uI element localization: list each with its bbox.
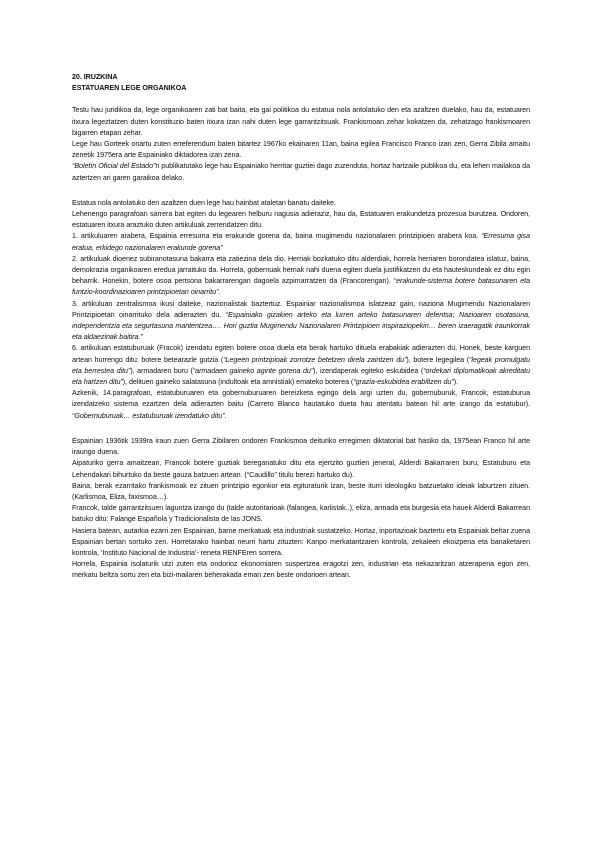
paragraph-text: Aipaturiko gerra amaitzean, Francok botere guztiak bereganatuko ditu eta ejertzito guztien jeneral, Alderdi Bakarraren buru, Estatuburu eta Lehendakari bihurtuko da beste gauza batzuen artean. (“Caudillo” titulu berezi hartuko du). — [72, 459, 530, 479]
paragraph-text: 6. artikuluan estatuburuak (Fracok) izendatu egiten botere osoa duela eta berak hartuko dituela erabakiak adierazten du. Honek, beste karguen artean hurrengo ditu: botere betearazle gutzia ( — [72, 344, 530, 364]
paragraph — [72, 559, 530, 581]
paragraph — [72, 231, 530, 253]
quoted-text: “Legeen printzipioak zorrotze betetzen direla zaintzen du” — [223, 355, 407, 364]
paragraph-text: Estatua nola antolatuko den azaltzen duen lege hau hainbat ataletan banatu daiteke. — [72, 198, 336, 207]
spacer — [72, 422, 530, 436]
paragraph — [72, 481, 530, 503]
paragraph-text: Hasiera batean, autarkia ezarri zen Espainian, barne merkatuak eta industriak sustatzeko. Hortaz, inportazioak baztertu eta Espainiak behar zuena Espainian bertan sortuko zen. Horretarako hainbat neurri hartu zituzten: Kanpo merkataritzaren kontrola, zekaleen ekoizpena eta banaketaren kontrola, ‘Instituto Nacional de Industria’- reneta RENFEren sorrera. — [72, 526, 530, 557]
quoted-text: “armadaen gaineko aginte gorena du” — [192, 366, 314, 375]
spacer — [72, 94, 530, 105]
quoted-text: “erakunde-sistema botere batasunaren eta funtzio-koordinazioaren printzipioetan oinarritu”. — [72, 277, 530, 297]
paragraph — [72, 458, 530, 480]
paragraph-text: ), izendaperak egiteko eskubidea ( — [313, 366, 424, 375]
paragraph — [72, 198, 530, 209]
intro-section — [72, 105, 530, 183]
paragraph-text: ), delituen gaineko salatasuna (indultoak eta amnistiak) emateko boterea ( — [122, 378, 354, 387]
quoted-text: “ordekari diplomatikoak akreditatu eta hartzen ditu” — [72, 366, 530, 387]
paragraph-text: Lege hau Gorteek onartu zuten erreferendum baten bitartez 1967ko ekainaren 11an, baina egilea Francisco Franco izan zen, Gerra Zibila amaitu zenetik 1975era arte Espainiako diktadorea izan zena. — [72, 140, 530, 160]
paragraph — [72, 254, 530, 299]
paragraph — [72, 526, 530, 560]
paragraph — [72, 436, 530, 458]
paragraph-text: 3. artikuluan zentralismoa ikusi daiteke, nazionalistak baztertuz. Espainiar nazionalismoa islatzeaz gain, naziona Mugimendu Nazionalaren Printzipioetan oinarrituko dela adierazten du. — [72, 299, 530, 319]
quoted-text: “Gobernuburuak… estatuburuak izendatuko ditu” — [72, 411, 225, 420]
context-section — [72, 436, 530, 582]
paragraph — [72, 161, 530, 183]
quoted-text: “Espainiako gizakien arteko eta lurren arteko batasunaren defentsa; Nazioaren osotasuna, independentzia eta segurtasuna mantentzea…. Hori guztia Mugimendu Nazionalaren Printzipioen inspiraziopekin… beren izaeragatik iraunkorrak eta aldaezinak baitira.” — [72, 310, 531, 342]
quoted-text: “grazia-eskubidea erabiltzen du” — [353, 378, 454, 387]
paragraph-text: Francok, talde garrantzitsuen laguntza izango du (talde autoritarioak (falangea, karlistak..), eliza, armada eta burgesia eta hauek Alderdi Bakarrean batuko ditu: Falange Española y Tradicionalista de las JONS. — [72, 504, 530, 524]
paragraph — [72, 388, 530, 422]
quoted-text: “Boletín Oficial del Estado” — [72, 162, 156, 171]
comment-title: ESTATUAREN LEGE ORGANIKOA — [72, 84, 187, 93]
paragraph-text: ), botere legegilea ( — [406, 355, 470, 364]
paragraph-text: Azkenik, 14.paragrafoan, estatuburuaren eta gobernuburuaren bereizketa egingo dela argi uzten du, gobernuburuk, Francok, estatuburua izendatzeko sistema ezartzen dela adierazten baitu (Carrero Blanco hautatuko dueta hau atentatu batean hil arte izango da estatubur). — [72, 389, 530, 409]
paragraph — [72, 503, 530, 525]
quoted-text: “Erresuma gisa eratua, erkidego nazionalaren erakunde gorena” — [72, 232, 530, 252]
document-content — [72, 72, 530, 582]
paragraph-text: Lehenengo paragrafoan sarrera bat egiten du legearen helburu nagusia adieraziz, hau da, Estatuaren erakundetza prozesua burutzea. Ondoren, estatuaren itxura araztuko duten artikuluak zerrendatzen ditu. — [72, 210, 530, 230]
paragraph-text: ). — [453, 378, 458, 387]
paragraph-text: Testu hau juridikoa da, lege organikoaren zati bat baita, eta gai politikoa du estatua nola antolatuko den eta azaltzen duelako, hau da, estatuaren itxura legeztatzen duten konstituzio baten itxura izan nahi duten lege garrantzitsuak. Frankismoan zehar kokatzen da, zehatzago frankismoaren bigarren etapan zehar. — [72, 106, 530, 137]
analysis-section — [72, 198, 530, 422]
paragraph — [72, 343, 530, 388]
spacer — [72, 184, 530, 198]
paragraph-text: . — [224, 411, 227, 420]
paragraph — [72, 299, 530, 344]
quoted-text: “legeak promulgatu eta berrestea ditu” — [72, 355, 530, 375]
paragraph — [72, 209, 530, 231]
paragraph-text: Espainian 1936tik 1939ra iraun zuen Gerra Zibilaren ondoren Frankismoa deituriko erregimen diktatorial bat hasiko da, 1975ean Franco hil arte iraungo duena. — [72, 436, 530, 457]
paragraph-text: 2. artikuluak dioenez subiranotasuna bakarra eta zatiezina dela dio. Herriak bozkatuko ditu alderdiak, horrela herriaren borondatea islatuz, baina, demokrazia organikoaren eredua jarraituko da. Horrela, gobernuak herriak nahi duena egiten duela justifikatzen du eta hauteskundeak ez ditu egin beharrik. Honekin, botere osoa pertsona bakarrarengan dagoela azpimarratzen da (Francorengan). — [72, 254, 530, 286]
paragraph-text: Baina, berak ezarritako frankismoak ez zituen printzipio egonkor eta egituraturik izan, beste iturri ideologiko batzuetako ideiak laburtzen zituen. (Karlismoa, Eliza, faxismoa…). — [72, 481, 530, 501]
paragraph — [72, 139, 530, 161]
paragraph — [72, 105, 530, 139]
comment-number: 20. IRUZKINA — [72, 73, 118, 81]
paragraph-text: Horrela, Espainia isolaturik utzi zuten eta ondorioz ekonomiaren suspertzea eragotzi zen, industrian eta nekazaritzan atzerapena egon zen, merkatu beltza sortu zen eta bizi-mailaren beherakada eman zen beste ondorioen artean. — [72, 560, 530, 580]
paragraph-text: n publikatutako lege hau Espainiako herritar guztiei dago zuzenduta, hortaz hartzaile publikoa du, eta lehen mailakoa da aztertzen ari garen garaikoa delako. — [72, 162, 530, 182]
paragraph-text: ), armadaren buru ( — [130, 366, 193, 375]
paragraph-text: 1. artikuluaren arabera, Espainia erresuma eta erakunde gorena da, baina mugimendu nazionalaren printzipioen arabera koa. — [72, 232, 482, 241]
